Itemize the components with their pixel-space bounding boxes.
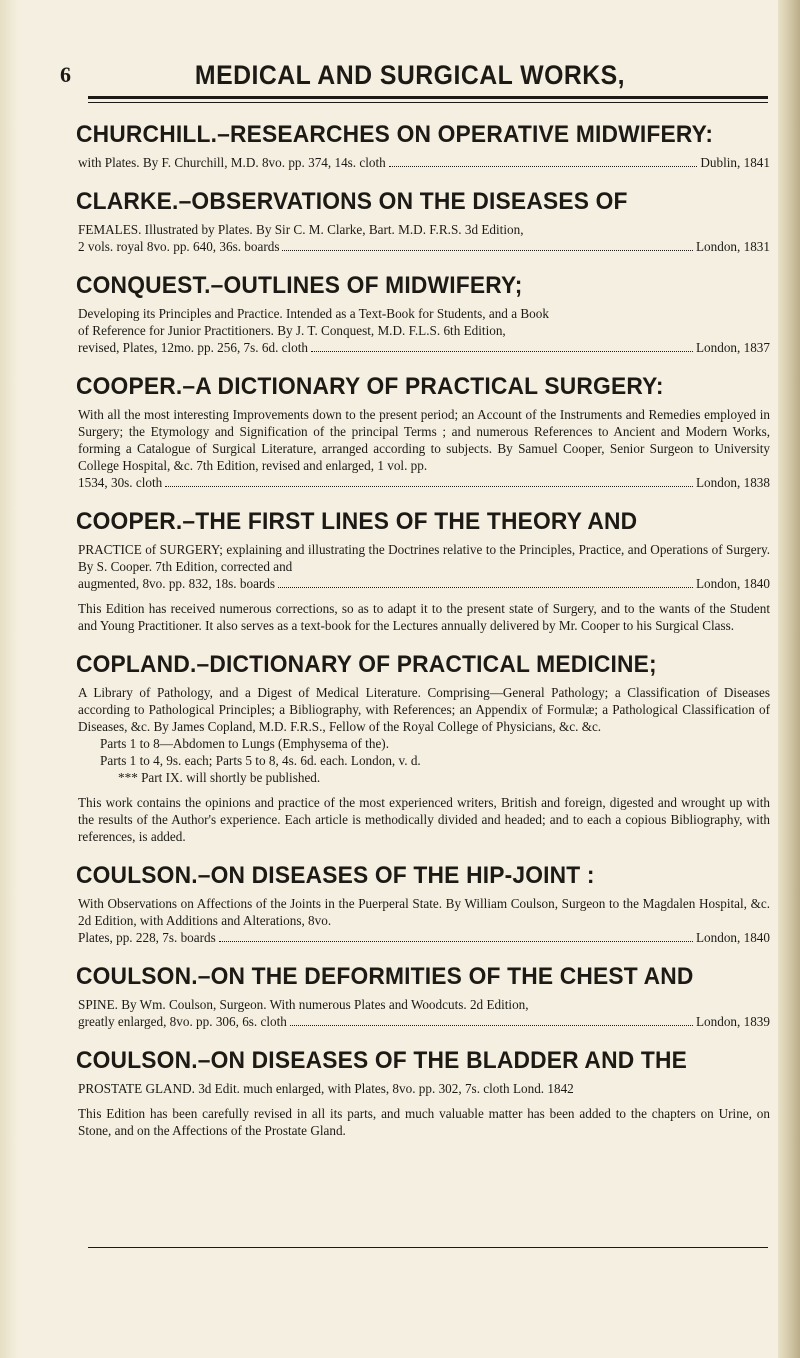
leader-dots	[165, 486, 693, 487]
page-gutter-shadow	[0, 0, 18, 1358]
citation-details: revised, Plates, 12mo. pp. 256, 7s. 6d. cloth	[78, 340, 309, 355]
page-number: 6	[60, 62, 71, 87]
footer-rule	[88, 1247, 768, 1248]
catalogue-entry	[78, 372, 770, 491]
entry-title: COULSON.–ON THE DEFORMITIES OF THE CHEST AND	[76, 963, 694, 990]
citation-details: 2 vols. royal 8vo. pp. 640, 36s. boards	[78, 239, 280, 254]
entry-description: Developing its Principles and Practice. Intended as a Text-Book for Students, and a Book	[78, 306, 549, 321]
citation-details: Plates, pp. 228, 7s. boards	[78, 930, 216, 945]
catalogue-entry	[78, 187, 770, 255]
entry-description: PROSTATE GLAND. 3d Edit. much enlarged, with Plates, 8vo. pp. 302, 7s. cloth Lond. 1842	[78, 1081, 574, 1096]
leader-dots	[290, 1025, 693, 1026]
parts-list: Parts 1 to 8—Abdomen to Lungs (Emphysema of the).	[100, 736, 389, 751]
entry-description: of Reference for Junior Practitioners. By J. T. Conquest, M.D. F.L.S. 6th Edition,	[78, 323, 506, 338]
parts-prices: Parts 1 to 4, 9s. each; Parts 5 to 8, 4s. 6d. each. London, v. d.	[100, 753, 421, 768]
entry-title: CHURCHILL.–RESEARCHES ON OPERATIVE MIDWIFERY:	[76, 121, 714, 148]
catalogue-entry	[78, 120, 770, 171]
entry-note: This Edition has been carefully revised in all its parts, and much valuable matter has been added to the chapters on Urine, on Stone, and on the Affections of the Prostate Gland.	[78, 1106, 770, 1138]
entry-description: PRACTICE of SURGERY; explaining and illustrating the Doctrines relative to the Principles, Practice, and Operations of Surgery. By S. Cooper. 7th Edition, corrected and	[78, 542, 770, 574]
entry-description: FEMALES. Illustrated by Plates. By Sir C. M. Clarke, Bart. M.D. F.R.S. 3d Edition,	[78, 222, 524, 237]
entry-note: This Edition has received numerous corrections, so as to adapt it to the present state of Surgery, and to the wants of the Student and Young Practitioner. It also serves as a text-book for the Lectures annually delivered by Mr. Cooper to his Surgical Class.	[78, 601, 770, 633]
entry-citation	[78, 575, 770, 592]
citation-details: augmented, 8vo. pp. 832, 18s. boards	[78, 576, 276, 591]
leader-dots	[278, 587, 693, 588]
publication-place-date: London, 1838	[696, 475, 770, 490]
catalogue-entry	[78, 962, 770, 1030]
citation-details: greatly enlarged, 8vo. pp. 306, 6s. cloth	[78, 1014, 287, 1029]
publication-place-date: London, 1831	[696, 239, 770, 254]
citation-details: 1534, 30s. cloth	[78, 475, 163, 490]
page-edge-shadow	[778, 0, 800, 1358]
entry-title: COOPER.–THE FIRST LINES OF THE THEORY AND	[76, 508, 638, 535]
entry-title: COPLAND.–DICTIONARY OF PRACTICAL MEDICINE;	[76, 651, 657, 678]
publication-place-date: London, 1840	[696, 930, 770, 945]
entry-title: CLARKE.–OBSERVATIONS ON THE DISEASES OF	[76, 188, 628, 215]
running-title: MEDICAL AND SURGICAL WORKS,	[194, 60, 626, 90]
entry-citation	[78, 238, 770, 255]
entry-description: With Observations on Affections of the Joints in the Puerperal State. By William Coulson, Surgeon to the Magdalen Hospital, &c. 2d Edition, with Additions and Alterations, 8vo.	[78, 896, 770, 928]
publication-place-date: Dublin, 1841	[700, 155, 770, 170]
entry-description: With all the most interesting Improvements down to the present period; an Account of the Instruments and Remedies employed in Surgery; the Etymology and Signification of the principal Terms ; and numerous References to Ancient and Modern Works, forming a Catalogue of Surgical Literature, arranged according to subjects. By Samuel Cooper, Senior Surgeon to University College Hospital, &c. 7th Edition, revised and enlarged, 1 vol. pp.	[78, 407, 770, 473]
entry-title: COULSON.–ON DISEASES OF THE HIP-JOINT :	[76, 862, 595, 889]
catalogue-entry	[78, 1046, 770, 1139]
catalogue-entry	[78, 507, 770, 634]
entry-description: SPINE. By Wm. Coulson, Surgeon. With numerous Plates and Woodcuts. 2d Edition,	[78, 997, 529, 1012]
leader-dots	[311, 351, 693, 352]
leader-dots	[219, 941, 693, 942]
entry-citation	[78, 929, 770, 946]
publication-place-date: London, 1839	[696, 1014, 770, 1029]
leader-dots	[389, 166, 698, 167]
entry-title: CONQUEST.–OUTLINES OF MIDWIFERY;	[76, 272, 523, 299]
header-rule-thin	[88, 102, 768, 103]
entry-description: A Library of Pathology, and a Digest of Medical Literature. Comprising—General Pathology; a Classification of Diseases according to Pathological Principles; a Bibliography, with References; an Appendix of Formulæ; a Pathological Classification of Diseases, &c. By James Copland, M.D. F.R.S., Fellow of the Royal College of Physicians, &c. &c.	[78, 685, 770, 734]
entry-title: COOPER.–A DICTIONARY OF PRACTICAL SURGERY:	[76, 373, 664, 400]
publication-place-date: London, 1840	[696, 576, 770, 591]
citation-details: with Plates. By F. Churchill, M.D. 8vo. pp. 374, 14s. cloth	[78, 155, 386, 170]
catalogue-entry	[78, 271, 770, 356]
entry-citation	[78, 474, 770, 491]
publication-place-date: London, 1837	[696, 340, 770, 355]
catalogue-entry	[78, 861, 770, 946]
leader-dots	[282, 250, 693, 251]
entry-citation	[78, 339, 770, 356]
catalogue-entries	[78, 120, 770, 1155]
header-rule-thick	[88, 96, 768, 99]
entry-note: This work contains the opinions and practice of the most experienced writers, British and foreign, digested and wrought up with the results of the Author's experience. Each article is methodically divided and headed; and to each a copious Bibliography, with references, is added.	[78, 795, 770, 844]
forthcoming-note: *** Part IX. will shortly be published.	[118, 770, 321, 785]
entry-citation	[78, 1013, 770, 1030]
entry-citation	[78, 154, 770, 171]
entry-title: COULSON.–ON DISEASES OF THE BLADDER AND THE	[76, 1047, 688, 1074]
catalogue-entry	[78, 650, 770, 845]
